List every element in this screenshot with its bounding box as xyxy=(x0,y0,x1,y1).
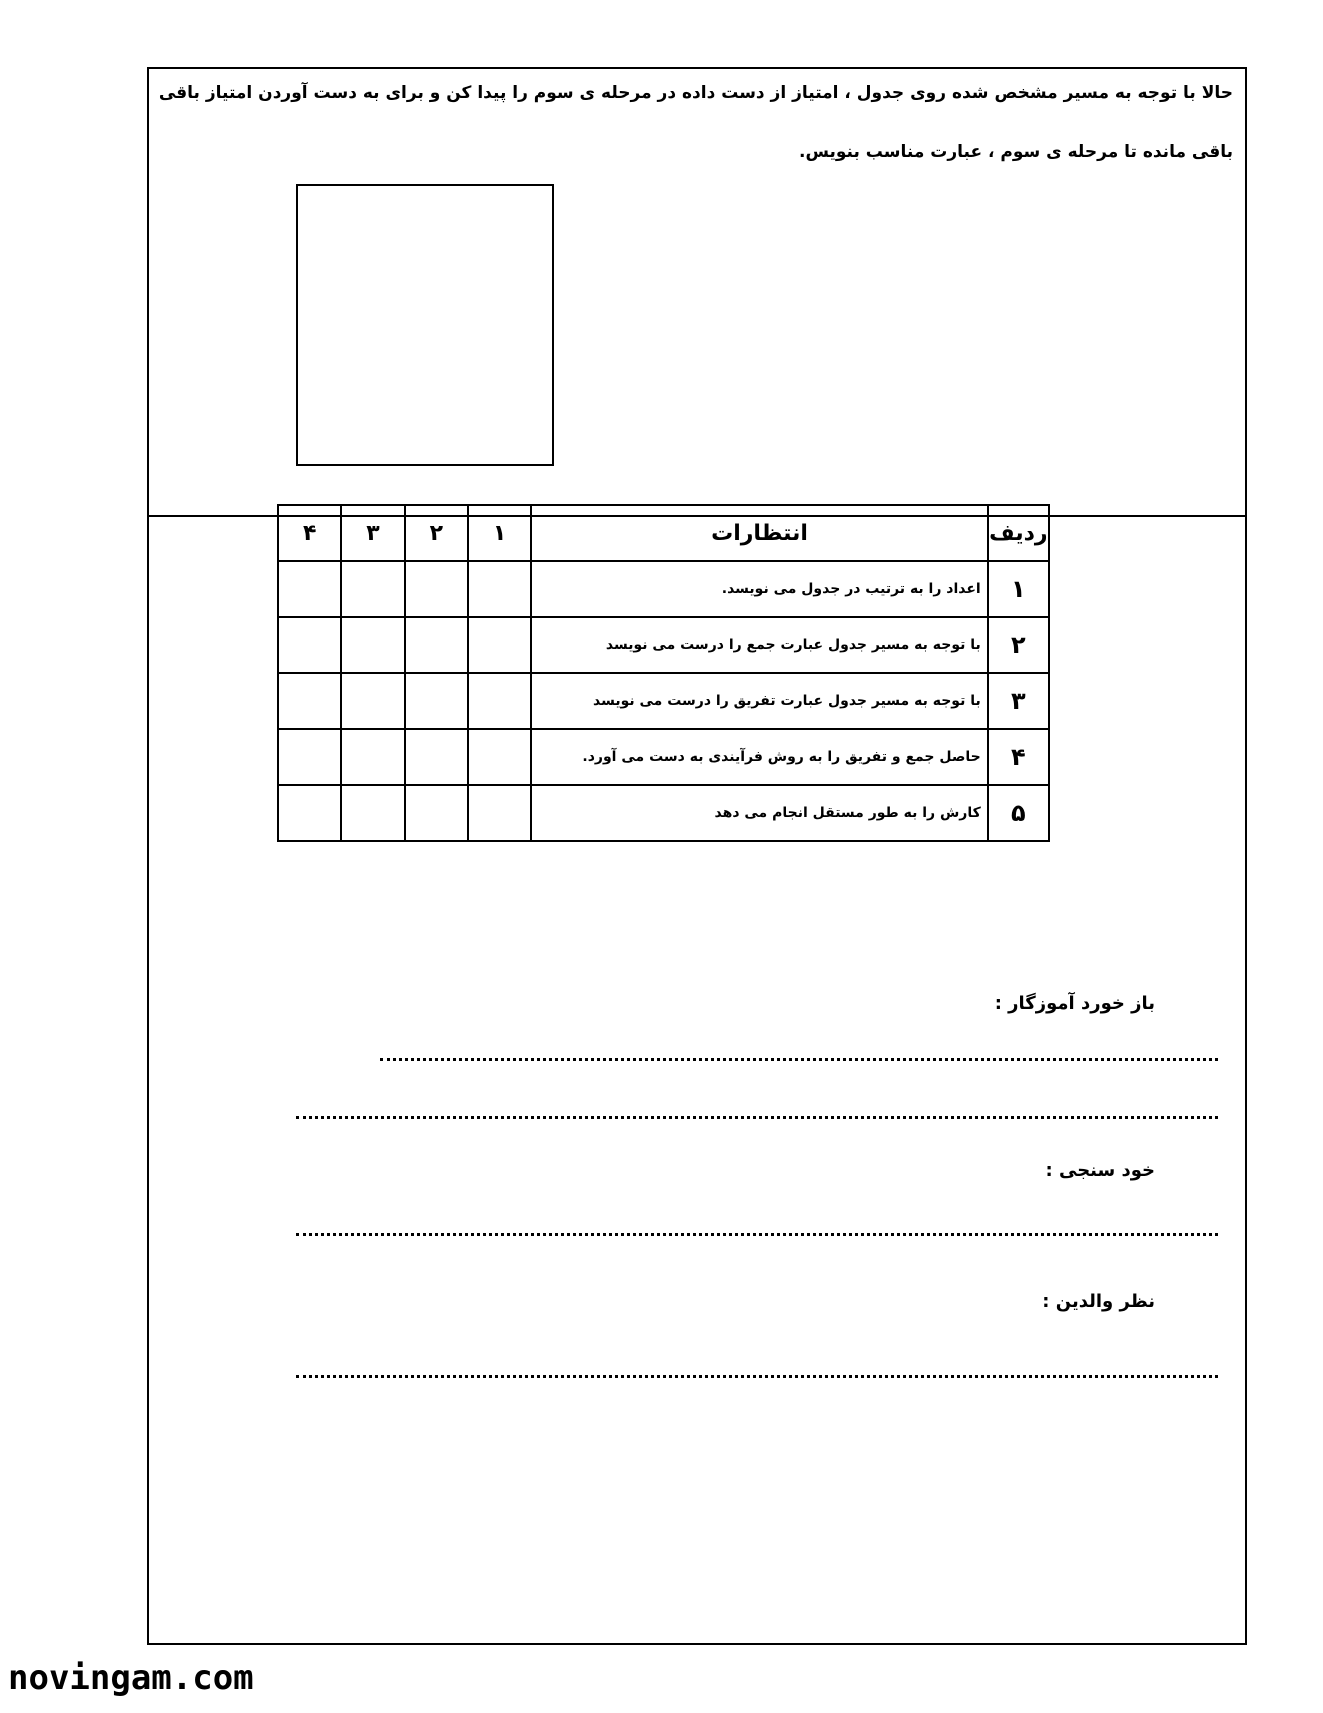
score-cell[interactable] xyxy=(405,617,468,673)
instruction-line-2: باقی مانده تا مرحله ی سوم ، عبارت مناسب بنویس. xyxy=(799,142,1233,162)
instruction-line-1: حالا با توجه به مسیر مشخص شده روی جدول ، امتیاز از دست داده در مرحله ی سوم را پیدا کن و برای به دست آوردن امتیاز باقی xyxy=(158,83,1233,103)
row-number: ۳ xyxy=(988,673,1049,729)
score-cell[interactable] xyxy=(278,785,341,841)
site-watermark: novingam.com xyxy=(8,1658,254,1698)
parents-opinion-label: نظر والدین : xyxy=(1042,1291,1155,1312)
teacher-feedback-label: باز خورد آموزگار : xyxy=(994,993,1155,1014)
parents-opinion-line[interactable] xyxy=(296,1375,1218,1378)
rubric-header-row xyxy=(278,505,1049,561)
score-cell[interactable] xyxy=(278,729,341,785)
table-row xyxy=(278,561,1049,617)
table-row xyxy=(278,673,1049,729)
score-cell[interactable] xyxy=(278,561,341,617)
self-assessment-label: خود سنجی : xyxy=(1045,1160,1155,1181)
score-cell[interactable] xyxy=(405,729,468,785)
header-score-1: ۱ xyxy=(468,505,531,561)
score-cell[interactable] xyxy=(278,617,341,673)
score-cell[interactable] xyxy=(341,785,404,841)
score-cell[interactable] xyxy=(341,561,404,617)
table-row xyxy=(278,785,1049,841)
score-cell[interactable] xyxy=(341,673,404,729)
row-number: ۲ xyxy=(988,617,1049,673)
expectation-text: با توجه به مسیر جدول عبارت جمع را درست می نویسد xyxy=(531,617,987,673)
self-assessment-line[interactable] xyxy=(296,1233,1218,1236)
score-cell[interactable] xyxy=(468,673,531,729)
score-cell[interactable] xyxy=(405,561,468,617)
teacher-feedback-line-2[interactable] xyxy=(296,1116,1218,1119)
header-expectations: انتظارات xyxy=(531,505,987,561)
worksheet-frame xyxy=(147,67,1247,1645)
row-number: ۴ xyxy=(988,729,1049,785)
expectation-text: کارش را به طور مستقل انجام می دهد xyxy=(531,785,987,841)
header-score-4: ۴ xyxy=(278,505,341,561)
score-cell[interactable] xyxy=(405,785,468,841)
score-cell[interactable] xyxy=(468,617,531,673)
header-score-3: ۳ xyxy=(341,505,404,561)
score-cell[interactable] xyxy=(341,617,404,673)
rubric-table xyxy=(277,504,1050,842)
score-cell[interactable] xyxy=(468,785,531,841)
score-cell[interactable] xyxy=(341,729,404,785)
expectation-text: با توجه به مسیر جدول عبارت تفریق را درست می نویسد xyxy=(531,673,987,729)
score-cell[interactable] xyxy=(405,673,468,729)
table-row xyxy=(278,617,1049,673)
table-row xyxy=(278,729,1049,785)
header-row-number: ردیف xyxy=(988,505,1049,561)
answer-box[interactable] xyxy=(296,184,554,466)
header-score-2: ۲ xyxy=(405,505,468,561)
expectation-text: اعداد را به ترتیب در جدول می نویسد. xyxy=(531,561,987,617)
score-cell[interactable] xyxy=(468,561,531,617)
expectation-text: حاصل جمع و تفریق را به روش فرآیندی به دست می آورد. xyxy=(531,729,987,785)
teacher-feedback-line-1[interactable] xyxy=(380,1058,1218,1061)
row-number: ۱ xyxy=(988,561,1049,617)
score-cell[interactable] xyxy=(278,673,341,729)
row-number: ۵ xyxy=(988,785,1049,841)
score-cell[interactable] xyxy=(468,729,531,785)
